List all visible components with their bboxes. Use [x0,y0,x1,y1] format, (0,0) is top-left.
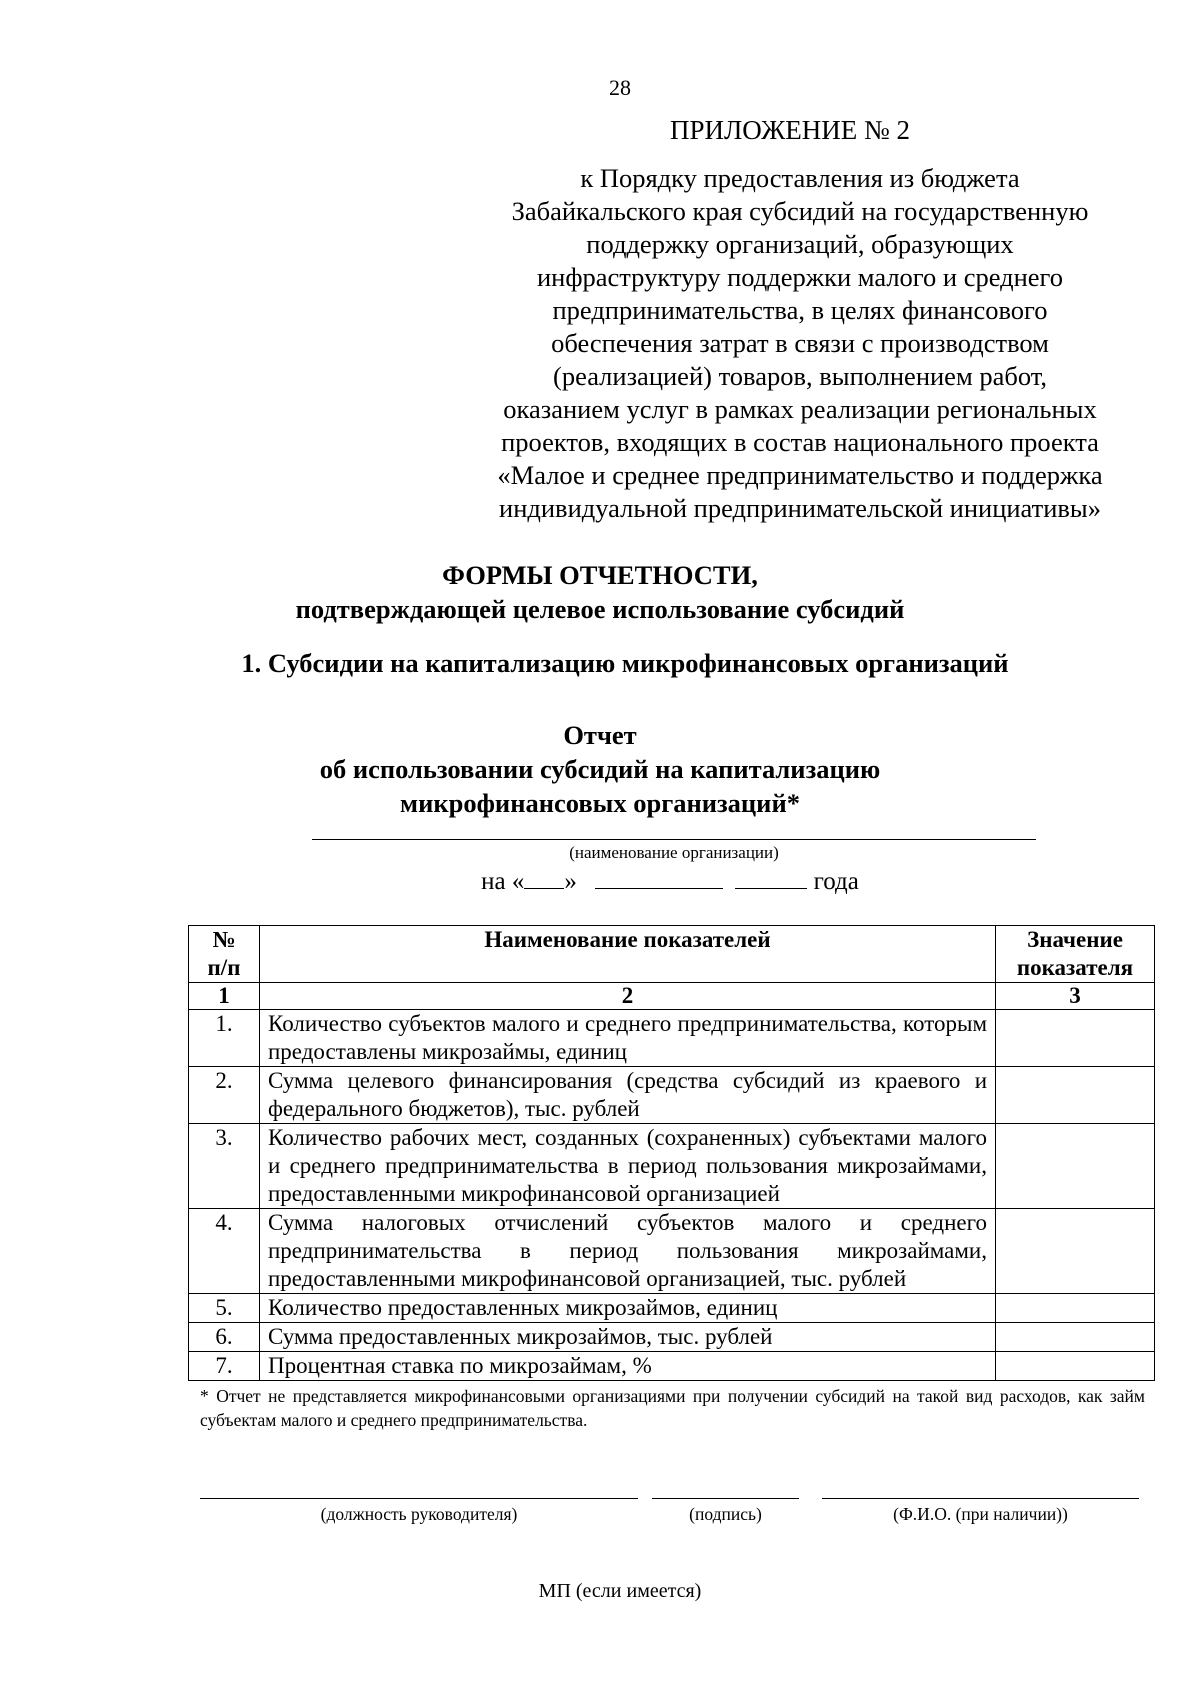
row-indicator: Количество рабочих мест, созданных (сохраненных) субъектами малого и среднего предпринимательства в период пользования микрозаймами, предоставленными микрофинансовой организацией [260,1124,996,1209]
row-number: 3. [189,1124,260,1209]
row-value-cell[interactable] [996,1323,1155,1352]
header-value-line: показателя [1016,955,1134,980]
appendix-text [460,162,1140,525]
column-index: 1 [189,983,260,1010]
row-indicator: Сумма предоставленных микрозаймов, тыс. рублей [260,1323,996,1352]
date-prefix: на « [481,868,525,895]
row-number: 7. [189,1352,260,1381]
row-value-cell[interactable] [996,1352,1155,1381]
header-number-line: п/п [207,955,241,980]
appendix-line: «Малое и среднее предпринимательство и поддержка [497,460,1103,490]
header-indicator-value [996,926,1155,983]
header-indicator-name: Наименование показателей [260,926,996,983]
organization-caption: (наименование организации) [569,843,779,862]
header-number-line: № [212,927,236,952]
appendix-line: Забайкальского края субсидий на государственную [511,196,1089,226]
stamp-place: МП (если имеется) [538,1580,702,1602]
row-indicator: Сумма налоговых отчислений субъектов малого и среднего предпринимательства в период пользования микрозаймами, предоставленными микрофинансовой организацией, тыс. рублей [260,1209,996,1294]
appendix-number: ПРИЛОЖЕНИЕ № 2 [669,115,911,145]
row-number: 6. [189,1323,260,1352]
year-blank [735,866,807,889]
table-row [189,1323,1155,1352]
appendix-line: поддержку организаций, образующих [586,229,1014,259]
report-title-line: микрофинансовых организаций* [400,788,800,818]
report-title-line: об использовании субсидий на капитализацию [319,754,881,784]
header-value-line: Значение [1027,927,1123,952]
row-value-cell[interactable] [996,1294,1155,1323]
signature-line [652,1498,799,1499]
row-number: 5. [189,1294,260,1323]
row-indicator: Сумма целевого финансирования (средства субсидий из краевого и федерального бюджетов), тыс. рублей [260,1067,996,1124]
row-value-cell[interactable] [996,1124,1155,1209]
appendix-line: к Порядку предоставления из бюджета [580,163,1020,193]
table-row [189,1209,1155,1294]
appendix-line: обеспечения затрат в связи с производством [551,328,1049,358]
indicators-table [188,925,1155,1381]
row-value-cell[interactable] [996,1010,1155,1067]
row-value-cell[interactable] [996,1209,1155,1294]
organization-name-line [312,839,1036,840]
appendix-line: индивидуальной предпринимательской инициативы» [499,493,1101,523]
day-blank [524,866,564,889]
row-number: 2. [189,1067,260,1124]
column-index: 2 [260,983,996,1010]
appendix-line: (реализацией) товаров, выполнением работ, [553,361,1047,391]
row-indicator: Процентная ставка по микрозаймам, % [260,1352,996,1381]
footnote: * Отчет не представляется микрофинансовыми организациями при получении субсидий на такой вид расходов, как займ субъектам малого и среднего предпринимательства. [200,1386,1145,1430]
date-quote-close: » [564,868,577,895]
appendix-line: инфраструктуру поддержки малого и среднего [536,262,1064,292]
report-title [200,718,1000,820]
forms-title [200,558,1000,626]
table-row [189,1010,1155,1067]
full-name-signature-line [822,1498,1139,1499]
header-number [189,926,260,983]
table-header-row [189,926,1155,983]
position-caption: (должность руководителя) [320,1504,518,1524]
report-title-line: Отчет [563,720,637,750]
report-date-line [300,866,1040,896]
date-suffix: года [813,868,859,895]
row-value-cell[interactable] [996,1067,1155,1124]
table-index-row [189,983,1155,1010]
position-signature-line [200,1498,638,1499]
table-row [189,1294,1155,1323]
forms-title-line: подтверждающей целевое использование субсидий [295,594,905,624]
table-row [189,1124,1155,1209]
row-number: 1. [189,1010,260,1067]
column-index: 3 [996,983,1155,1010]
signature-caption: (подпись) [689,1504,762,1524]
table-row [189,1067,1155,1124]
section-title: 1. Субсидии на капитализацию микрофинансовых организаций [241,648,1009,678]
month-blank [595,866,723,889]
full-name-caption: (Ф.И.О. (при наличии)) [893,1504,1068,1524]
appendix-line: оказанием услуг в рамках реализации региональных [503,394,1097,424]
forms-title-line: ФОРМЫ ОТЧЕТНОСТИ, [442,560,758,590]
appendix-line: проектов, входящих в состав национального проекта [501,427,1099,457]
page-number: 28 [609,75,631,100]
row-number: 4. [189,1209,260,1294]
row-indicator: Количество субъектов малого и среднего предпринимательства, которым предоставлены микрозаймы, единиц [260,1010,996,1067]
table-row [189,1352,1155,1381]
appendix-line: предпринимательства, в целях финансового [552,295,1048,325]
row-indicator: Количество предоставленных микрозаймов, единиц [260,1294,996,1323]
